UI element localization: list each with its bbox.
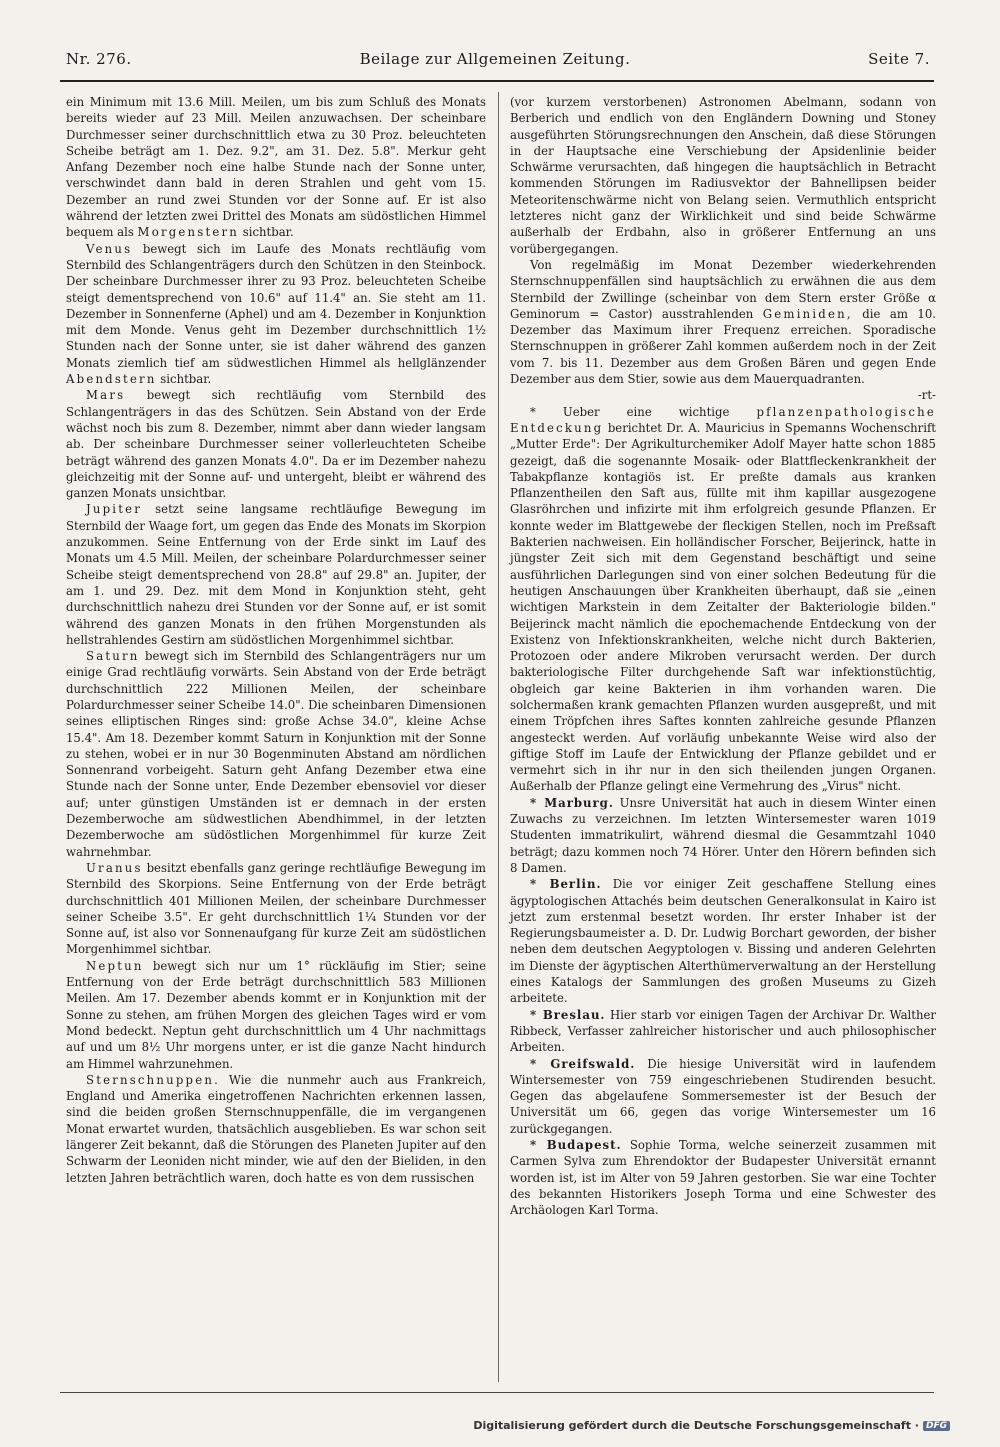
paragraph-sternschnuppen: Sternschnuppen. Wie die nunmehr auch aus Frankreich, England und Amerika eingetroffenen Nachrichten erkennen lassen, sind die beiden großen Sternschnuppenfälle, die im vergangenen Monat erwartet wurden, thatsächlich ausgeblieben. Es war schon seit längerer Zeit bekannt, daß die Störungen des Planeten Jupiter auf den Schwarm der Leoniden nicht minder, wie auf den der Bieliden, in den letzten Jahren beträchtlich waren, doch hatte es von dem russischen <box>66 1072 487 1185</box>
paragraph-greifswald: * Greifswald. Die hiesige Universität wird in laufendem Wintersemester von 759 eingeschriebenen Studirenden besucht. Gegen das abgelaufene Sommersemester ist der Besuch der Universität um 66, gegen das vorige Wintersemester um 16 zurückgegangen. <box>510 1056 936 1136</box>
page-header <box>60 50 930 74</box>
footer-rule <box>60 1392 934 1393</box>
paragraph-venus: Venus bewegt sich im Laufe des Monats rechtläufig vom Sternbild des Schlangenträgers durch den Schützen in den Steinbock. Der scheinbare Durchmesser ihrer zu 93 Proz. beleuchteten Scheibe steigt dementsprechend von 10.6" auf 11.4" an. Sie steht am 11. Dezember in Sonnenferne (Aphel) und am 4. Dezember in Konjunktion mit dem Monde. Venus geht im Dezember durchschnittlich 1½ Stunden nach der Sonne unter, sie ist daher während des ganzen Monats ziemlich tief am südwestlichen Himmel als hellglänzender Abendstern sichtbar. <box>66 241 486 387</box>
paragraph-marburg: * Marburg. Unsre Universität hat auch in diesem Winter einen Zuwachs zu verzeichnen. Im letzten Wintersemester waren 1019 Studenten immatrikulirt, während diesmal die Gesammtzahl 1040 beträgt; dazu kommen noch 74 Hörer. Unter den Hörern befinden sich 8 Damen. <box>510 795 937 875</box>
column-separator <box>498 92 499 1382</box>
paragraph-uranus: Uranus besitzt ebenfalls ganz geringe rechtläufige Bewegung im Sternbild des Skorpions. Seine Entfernung von der Erde beträgt durchschnittlich 401 Millionen Meilen, der scheinbare Durchmesser seiner Scheibe 3.5". Er geht durchschnittlich 1¼ Stunden vor der Sonne auf, ist also vor Sonnenaufgang für kurze Zeit am südöstlichen Morgenhimmel sichtbar. <box>66 860 486 957</box>
issue-number: Nr. 276. <box>66 50 132 68</box>
paragraph-jupiter: Jupiter setzt seine langsame rechtläufige Bewegung im Sternbild der Waage fort, um gegen das Ende des Monats im Skorpion anzukommen. Seine Entfernung von der Erde sinkt im Lauf des Monats um 4.5 Mill. Meilen, der scheinbare Polardurchmesser seiner Scheibe steigt dementsprechend von 28.8" auf 29.8" an. Jupiter, der am 1. und 29. Dez. mit dem Mond in Konjunktion steht, geht durchschnittlich nahezu drei Stunden vor der Sonne auf, er ist somit während des ganzen Monats in den frühen Morgenstunden als hellstrahlendes Gestirn am südöstlichen Morgenhimmel sichtbar. <box>66 502 486 647</box>
paragraph-pflanzen: * Ueber eine wichtige pflanzenpathologische Entdeckung berichtet Dr. A. Mauricius in Spemanns Wochenschrift „Mutter Erde": Der Agrikulturchemiker Adolf Mayer hatte schon 1885 gezeigt, daß die sogenannte Mosaik- oder Blattfleckenkrankheit der Tabakpflanze kontagiös ist. Er preßte damals aus kranken Pflanzentheilen den Saft aus, füllte mit ihm kapillar ausgezogene Glasröhrchen und infizirte mit ihm erfolgreich gesunde Pflanzen. Er konnte weder im Blattgewebe der fleckigen Stellen, noch im Preßsaft Bakterien nachweisen. Ein holländischer Forscher, Beijerinck, hatte in jüngster Zeit sich mit dem Gegenstand beschäftigt und seine ausführlichen Darlegungen sind von einer solchen Bedeutung für die heutigen Anschauungen über Krankheiten überhaupt, daß sie „einen wichtigen Markstein in dem Zeitalter der Bakteriologie bilden." Beijerinck macht nämlich die epochemachende Entdeckung von der Existenz von Infektionskrankheiten, welche nicht durch Bakterien, Protozoen oder andere Mikroben verursacht werden. Der durch bakteriologische Filter durchgehende Saft war infektionstüchtig, obgleich gar keine Bakterien in ihm vorhanden waren. Die solchermaßen krank gemachten Pflanzen wurden ausgepreßt, und mit einem Tröpfchen ihres Saftes konnten zahlreiche gesunde Pflanzen angesteckt werden. Auf vorläufig unbekannte Weise wird also der giftige Stoff im Laufe der Entwicklung der Pflanze gebildet und er vermehrt sich in ihr nur in den sich theilenden jungen Organen. Außerhalb der Pflanze gelingt eine Vermehrung des „Virus" nicht. <box>510 404 937 794</box>
supplement-title: Beilage zur Allgemeinen Zeitung. <box>359 50 631 68</box>
paragraph-geminiden: Von regelmäßig im Monat Dezember wiederkehrenden Sternschnuppenfällen sind hauptsächlich zu erwähnen die aus dem Sternbild der Zwillinge (scheinbar von dem Stern erster Größe α Geminorum = Castor) ausstrahlenden Geminiden, die am 10. Dezember das Maximum ihrer Frequenz erreichen. Sporadische Sternschnuppen in größerer Zahl kommen außerdem noch in der Zeit vom 7. bis 11. Dezember aus dem Großen Bären und gegen Ende Dezember aus dem Stier, sowie aus dem Mauerquadranten. <box>510 257 937 387</box>
left-column <box>66 94 486 1186</box>
credit-text: Digitalisierung gefördert durch die Deutsche Forschungsgemeinschaft · <box>473 1419 919 1432</box>
paragraph-mars: Mars bewegt sich rechtläufig vom Sternbild des Schlangenträgers in das des Schützen. Sein Abstand von der Erde wächst noch bis zum 8. Dezember, nimmt aber dann wieder langsam ab. Der scheinbare Durchmesser seiner vollerleuchteten Scheibe beträgt während des ganzen Monats 4.0". Da er im Dezember nahezu gleichzeitig mit der Sonne auf- und untergeht, bleibt er während des ganzen Monats unsichtbar. <box>66 388 486 501</box>
digitization-credit <box>473 1419 950 1432</box>
right-column <box>510 94 936 1218</box>
paragraph-budapest: * Budapest. Sophie Torma, welche seinerzeit zusammen mit Carmen Sylva zum Ehrendoktor der Budapester Universität ernannt worden ist, ist im Alter von 59 Jahren gestorben. Sie war eine Tochter des bekannten Historikers Joseph Torma und eine Schwester des Archäologen Karl Torma. <box>510 1138 936 1218</box>
paragraph-breslau: * Breslau. Hier starb vor einigen Tagen der Archivar Dr. Walther Ribbeck, Verfasser zahlreicher historischer und auch philosophischer Arbeiten. <box>510 1007 937 1055</box>
paragraph-berlin: * Berlin. Die vor einiger Zeit geschaffene Stellung eines ägyptologischen Attachés beim deutschen Generalkonsulat in Kairo ist jetzt zum erstenmal besetzt worden. Ihr erster Inhaber ist der Regierungsbaumeister a. D. Dr. Ludwig Borchart geworden, der bisher neben dem deutschen Aegyptologen v. Bissing und anderen Gelehrten im Dienste der ägyptischen Alterthümerverwaltung an der Herstellung eines Katalogs der Sammlungen des großen Museums zu Gizeh arbeitete. <box>510 877 937 1006</box>
paragraph-saturn: Saturn bewegt sich im Sternbild des Schlangenträgers nur um einige Grad rechtläufig vorwärts. Sein Abstand von der Erde beträgt durchschnittlich 222 Millionen Meilen, der scheinbare Polardurchmesser seiner Scheibe 14.0". Die scheinbaren Dimensionen seines elliptischen Ringes sind: große Achse 34.0", kleine Achse 15.4". Am 18. Dezember kommt Saturn in Konjunktion mit der Sonne zu stehen, wobei er in nur 30 Bogenminuten Abstand am nördlichen Sonnenrand vorbeigeht. Saturn geht Anfang Dezember etwa eine Stunde nach der Sonne unter, Ende Dezember ebensoviel vor dieser auf; unter günstigen Umständen ist er demnach in der ersten Dezemberwoche am südwestlichen Abendhimmel, in der letzten Dezemberwoche am südöstlichen Morgenhimmel für kurze Zeit wahrnehmbar. <box>66 649 486 859</box>
paragraph-neptun: Neptun bewegt sich nur um 1° rückläufig im Stier; seine Entfernung von der Erde beträgt durchschnittlich 583 Millionen Meilen. Am 17. Dezember abends kommt er in Konjunktion mit der Sonne zu stehen, am frühen Morgen des gleichen Tages wird er vom Mond bedeckt. Neptun geht durchschnittlich um 4 Uhr nachmittags auf und um 8½ Uhr morgens unter, er ist die ganze Nacht hindurch am Himmel wahrzunehmen. <box>66 958 486 1071</box>
header-rule <box>60 80 934 82</box>
signature: -rt- <box>917 388 936 403</box>
paragraph-merkur: ein Minimum mit 13.6 Mill. Meilen, um bis zum Schluß des Monats bereits wieder auf 23 Mill. Meilen anzuwachsen. Der scheinbare Durchmesser seiner durchschnittlich etwa zu 30 Proz. beleuchteten Scheibe beträgt am 1. Dez. 9.2", am 31. Dez. 5.8". Merkur geht Anfang Dezember noch eine halbe Stunde nach der Sonne unter, verschwindet dann bald in deren Strahlen und geht vom 15. Dezember an rund zwei Stunden vor der Sonne auf. Er ist also während der letzten zwei Drittel des Monats am südöstlichen Himmel bequem als Morgenstern sichtbar. <box>66 95 486 240</box>
dfg-logo: DFG <box>923 1421 950 1431</box>
paragraph-continuation: (vor kurzem verstorbenen) Astronomen Abelmann, sodann von Berberich und endlich von den Engländern Downing und Stoney ausgeführten Störungsrechnungen den Anschein, daß diese Störungen in der Hauptsache eine Verschiebung der Apsidenlinie beider Schwärme verursachten, daß hingegen die hauptsächlich in Betracht kommenden Störungen im Radiusvektor der Bahnellipsen beider Meteoritenschwärme nicht von Belang seien. Vermuthlich entspricht letzteres nicht ganz der Wirklichkeit und sind beide Schwärme außerhalb der Erdbahn, also in größerer Entfernung an uns vorübergegangen. <box>510 95 936 256</box>
page-number: Seite 7. <box>868 50 930 68</box>
